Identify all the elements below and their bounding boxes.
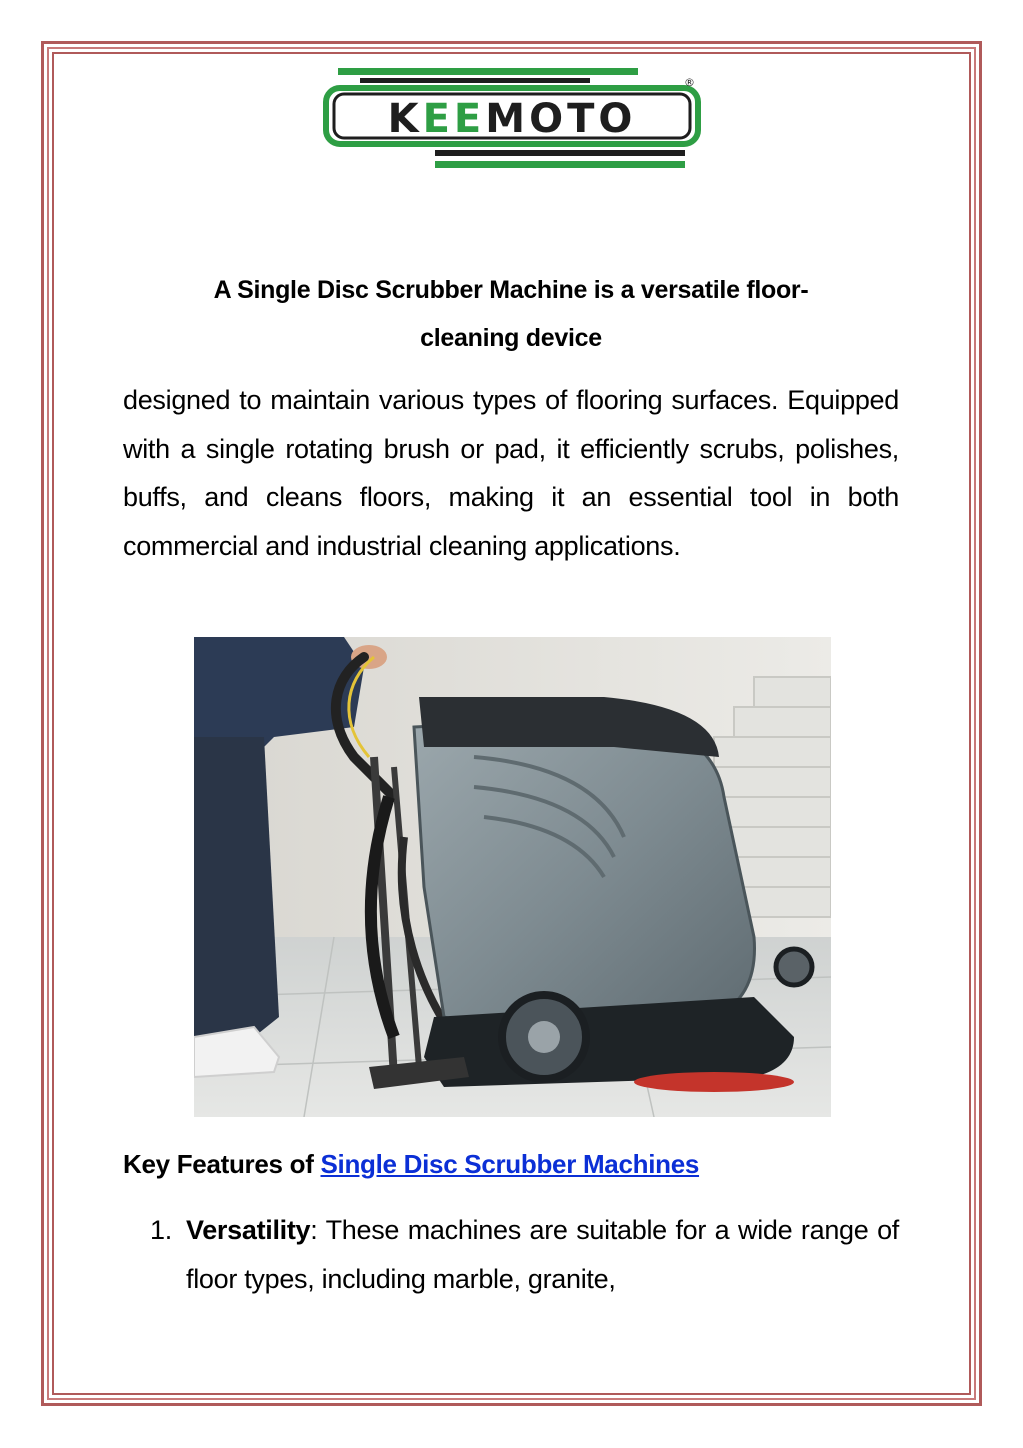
features-list — [150, 1206, 899, 1303]
single-disc-scrubber-machines-link[interactable]: Single Disc Scrubber Machines — [320, 1149, 700, 1179]
page-title-line-2: cleaning device — [420, 324, 602, 352]
floor-scrubber-photo — [194, 637, 831, 1117]
list-item-number: 1. — [150, 1215, 172, 1245]
key-features-heading-prefix: Key Features of — [123, 1149, 321, 1179]
list-item-title: Versatility — [186, 1215, 311, 1245]
key-features-heading — [123, 1140, 899, 1188]
intro-paragraph: designed to maintain various types of flooring surfaces. Equipped with a single rotating brush or pad, it efficiently scrubs, polishes, buffs, and cleans floors, making it an essential tool in both commercial and industrial cleaning applications. — [123, 385, 899, 561]
keemoto-logo — [320, 64, 704, 174]
page-title — [123, 266, 899, 362]
svg-text:KEEMOTO: KEEMOTO — [387, 96, 637, 142]
page-title-line-1: A Single Disc Scrubber Machine is a versatile floor- — [213, 276, 809, 304]
list-item — [150, 1206, 899, 1303]
list-item-text: : These machines are suitable for a wide range of floor types, including marble, granite, — [186, 1215, 899, 1294]
svg-text:®: ® — [684, 76, 695, 89]
